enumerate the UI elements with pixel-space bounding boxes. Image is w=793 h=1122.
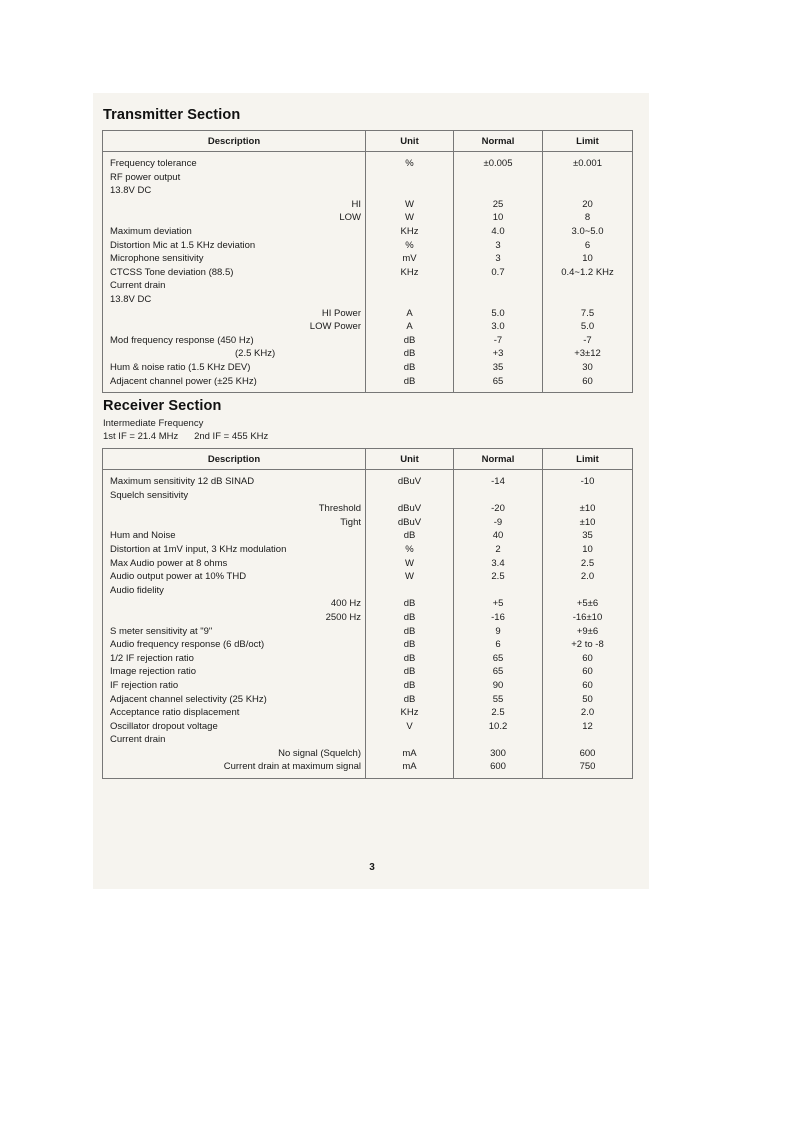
row-unit: W [366,211,454,225]
row-description: Frequency tolerance [103,152,366,171]
row-description: Hum & noise ratio (1.5 KHz DEV) [103,361,366,375]
row-unit: dB [366,638,454,652]
row-description: CTCSS Tone deviation (88.5) [103,266,366,280]
row-normal-value: ±0.005 [454,152,543,171]
header-limit: Limit [543,131,633,152]
table-row [103,570,633,584]
row-normal-value: 2.5 [454,570,543,584]
row-unit [366,171,454,185]
row-limit-value: -16±10 [543,611,633,625]
transmitter-spec-table [102,130,633,393]
table-header-row [103,131,633,152]
row-description: Distortion at 1mV input, 3 KHz modulation [103,543,366,557]
row-description: Audio frequency response (6 dB/oct) [103,638,366,652]
header-description: Description [103,131,366,152]
row-normal-value: 35 [454,361,543,375]
row-limit-value: 10 [543,252,633,266]
row-limit-value: 12 [543,720,633,734]
row-unit [366,279,454,293]
row-limit-value: 600 [543,747,633,761]
row-unit: dB [366,347,454,361]
row-limit-value: 5.0 [543,320,633,334]
row-unit: V [366,720,454,734]
table-row [103,152,633,171]
table-row [103,597,633,611]
table-row [103,693,633,707]
table-row [103,557,633,571]
row-unit: dBuV [366,502,454,516]
row-normal-value: 600 [454,760,543,778]
row-unit: dB [366,693,454,707]
row-description: Current drain [103,279,366,293]
row-unit: dB [366,361,454,375]
row-unit: mA [366,760,454,778]
row-unit: dB [366,665,454,679]
table-row [103,347,633,361]
row-limit-value: -10 [543,470,633,489]
table-row [103,679,633,693]
row-description: Maximum sensitivity 12 dB SINAD [103,470,366,489]
row-unit [366,584,454,598]
table-row [103,334,633,348]
table-row [103,279,633,293]
row-normal-value: 25 [454,198,543,212]
row-unit [366,184,454,198]
table-row [103,239,633,253]
header-unit: Unit [366,449,454,470]
row-normal-value: -14 [454,470,543,489]
header-unit: Unit [366,131,454,152]
row-unit: mV [366,252,454,266]
row-description: 400 Hz [103,597,366,611]
intermediate-frequency-label: Intermediate Frequency [103,418,204,429]
row-limit-value: +2 to -8 [543,638,633,652]
header-normal: Normal [454,449,543,470]
table-row [103,665,633,679]
table-row [103,266,633,280]
row-description: Adjacent channel power (±25 KHz) [103,375,366,393]
transmitter-section-title: Transmitter Section [103,107,241,123]
receiver-spec-table [102,448,633,779]
row-unit: dBuV [366,516,454,530]
row-normal-value: 10 [454,211,543,225]
row-description: Distortion Mic at 1.5 KHz deviation [103,239,366,253]
row-limit-value: 60 [543,652,633,666]
row-limit-value: 60 [543,375,633,393]
row-description: Microphone sensitivity [103,252,366,266]
row-limit-value: 2.0 [543,706,633,720]
row-description: No signal (Squelch) [103,747,366,761]
row-description: Tight [103,516,366,530]
row-normal-value: 3.0 [454,320,543,334]
row-normal-value [454,584,543,598]
table-row [103,706,633,720]
row-limit-value [543,489,633,503]
table-row [103,252,633,266]
row-normal-value: 3 [454,239,543,253]
row-normal-value: +5 [454,597,543,611]
row-description: Audio fidelity [103,584,366,598]
row-limit-value [543,171,633,185]
row-description: (2.5 KHz) [103,347,366,361]
row-normal-value: 40 [454,529,543,543]
row-limit-value: +3±12 [543,347,633,361]
row-limit-value [543,733,633,747]
row-description: HI Power [103,307,366,321]
row-limit-value: ±10 [543,516,633,530]
row-unit: dBuV [366,470,454,489]
row-description: HI [103,198,366,212]
row-unit: dB [366,597,454,611]
row-description: Current drain at maximum signal [103,760,366,778]
row-normal-value: -7 [454,334,543,348]
row-normal-value: 0.7 [454,266,543,280]
row-unit: W [366,557,454,571]
row-limit-value: +5±6 [543,597,633,611]
row-unit: dB [366,529,454,543]
row-limit-value: 750 [543,760,633,778]
row-unit: KHz [366,225,454,239]
row-description: 13.8V DC [103,293,366,307]
row-unit: dB [366,652,454,666]
table-row [103,470,633,489]
row-limit-value: 3.0~5.0 [543,225,633,239]
row-unit [366,733,454,747]
row-normal-value [454,489,543,503]
row-description: Audio output power at 10% THD [103,570,366,584]
row-normal-value: 4.0 [454,225,543,239]
table-row [103,225,633,239]
row-limit-value: -7 [543,334,633,348]
table-row [103,611,633,625]
row-unit: W [366,198,454,212]
row-description: Squelch sensitivity [103,489,366,503]
row-limit-value: ±0.001 [543,152,633,171]
row-description: IF rejection ratio [103,679,366,693]
table-row [103,375,633,393]
row-normal-value: 90 [454,679,543,693]
table-row [103,652,633,666]
row-unit: KHz [366,706,454,720]
table-row [103,502,633,516]
row-unit: dB [366,611,454,625]
row-description: 2500 Hz [103,611,366,625]
row-limit-value [543,293,633,307]
table-row [103,529,633,543]
table-header-row [103,449,633,470]
row-limit-value [543,184,633,198]
row-normal-value: 10.2 [454,720,543,734]
row-unit: W [366,570,454,584]
row-description: Current drain [103,733,366,747]
row-description: LOW [103,211,366,225]
row-description: Image rejection ratio [103,665,366,679]
header-limit: Limit [543,449,633,470]
table-row [103,638,633,652]
row-normal-value: 2.5 [454,706,543,720]
table-row [103,489,633,503]
row-normal-value: 65 [454,665,543,679]
row-normal-value: 5.0 [454,307,543,321]
table-row [103,720,633,734]
transmitter-table-body [103,152,633,393]
row-normal-value [454,279,543,293]
if-values-label: 1st IF = 21.4 MHz 2nd IF = 455 KHz [103,431,269,442]
row-unit [366,489,454,503]
row-normal-value: -20 [454,502,543,516]
row-description: Maximum deviation [103,225,366,239]
row-description: LOW Power [103,320,366,334]
row-description: Max Audio power at 8 ohms [103,557,366,571]
row-limit-value [543,584,633,598]
row-normal-value: 65 [454,652,543,666]
row-unit: A [366,307,454,321]
row-unit: dB [366,679,454,693]
table-row [103,307,633,321]
row-normal-value: 3.4 [454,557,543,571]
table-row [103,760,633,778]
row-normal-value [454,293,543,307]
row-description: S meter sensitivity at "9" [103,625,366,639]
row-description: Hum and Noise [103,529,366,543]
table-row [103,584,633,598]
row-normal-value [454,171,543,185]
row-unit: dB [366,375,454,393]
row-limit-value: 35 [543,529,633,543]
row-normal-value [454,733,543,747]
table-row [103,747,633,761]
table-row [103,171,633,185]
header-normal: Normal [454,131,543,152]
row-description: 13.8V DC [103,184,366,198]
row-limit-value: 10 [543,543,633,557]
row-limit-value: 6 [543,239,633,253]
row-limit-value: 60 [543,665,633,679]
row-description: Adjacent channel selectivity (25 KHz) [103,693,366,707]
row-unit: KHz [366,266,454,280]
row-normal-value: 2 [454,543,543,557]
table-row [103,543,633,557]
row-unit: dB [366,625,454,639]
row-unit: % [366,239,454,253]
row-normal-value: 9 [454,625,543,639]
row-normal-value: 300 [454,747,543,761]
row-unit: mA [366,747,454,761]
table-row [103,198,633,212]
row-normal-value: 65 [454,375,543,393]
row-unit: % [366,152,454,171]
table-row [103,184,633,198]
receiver-table-body [103,470,633,779]
table-row [103,293,633,307]
row-limit-value: 50 [543,693,633,707]
row-normal-value: 3 [454,252,543,266]
row-limit-value: +9±6 [543,625,633,639]
row-limit-value: ±10 [543,502,633,516]
row-normal-value: +3 [454,347,543,361]
page-number: 3 [369,862,375,873]
row-normal-value [454,184,543,198]
row-unit: % [366,543,454,557]
row-limit-value: 0.4~1.2 KHz [543,266,633,280]
table-row [103,211,633,225]
row-description: Acceptance ratio displacement [103,706,366,720]
row-limit-value: 2.0 [543,570,633,584]
row-normal-value: 6 [454,638,543,652]
row-limit-value [543,279,633,293]
row-description: Oscillator dropout voltage [103,720,366,734]
table-row [103,361,633,375]
row-limit-value: 60 [543,679,633,693]
row-limit-value: 8 [543,211,633,225]
row-unit: dB [366,334,454,348]
row-unit: A [366,320,454,334]
row-description: Threshold [103,502,366,516]
row-limit-value: 30 [543,361,633,375]
row-normal-value: -9 [454,516,543,530]
row-limit-value: 20 [543,198,633,212]
row-description: RF power output [103,171,366,185]
receiver-section-title: Receiver Section [103,398,222,414]
row-description: Mod frequency response (450 Hz) [103,334,366,348]
table-row [103,733,633,747]
row-description: 1/2 IF rejection ratio [103,652,366,666]
row-normal-value: -16 [454,611,543,625]
row-limit-value: 7.5 [543,307,633,321]
table-row [103,320,633,334]
table-row [103,516,633,530]
row-normal-value: 55 [454,693,543,707]
row-limit-value: 2.5 [543,557,633,571]
row-unit [366,293,454,307]
table-row [103,625,633,639]
header-description: Description [103,449,366,470]
